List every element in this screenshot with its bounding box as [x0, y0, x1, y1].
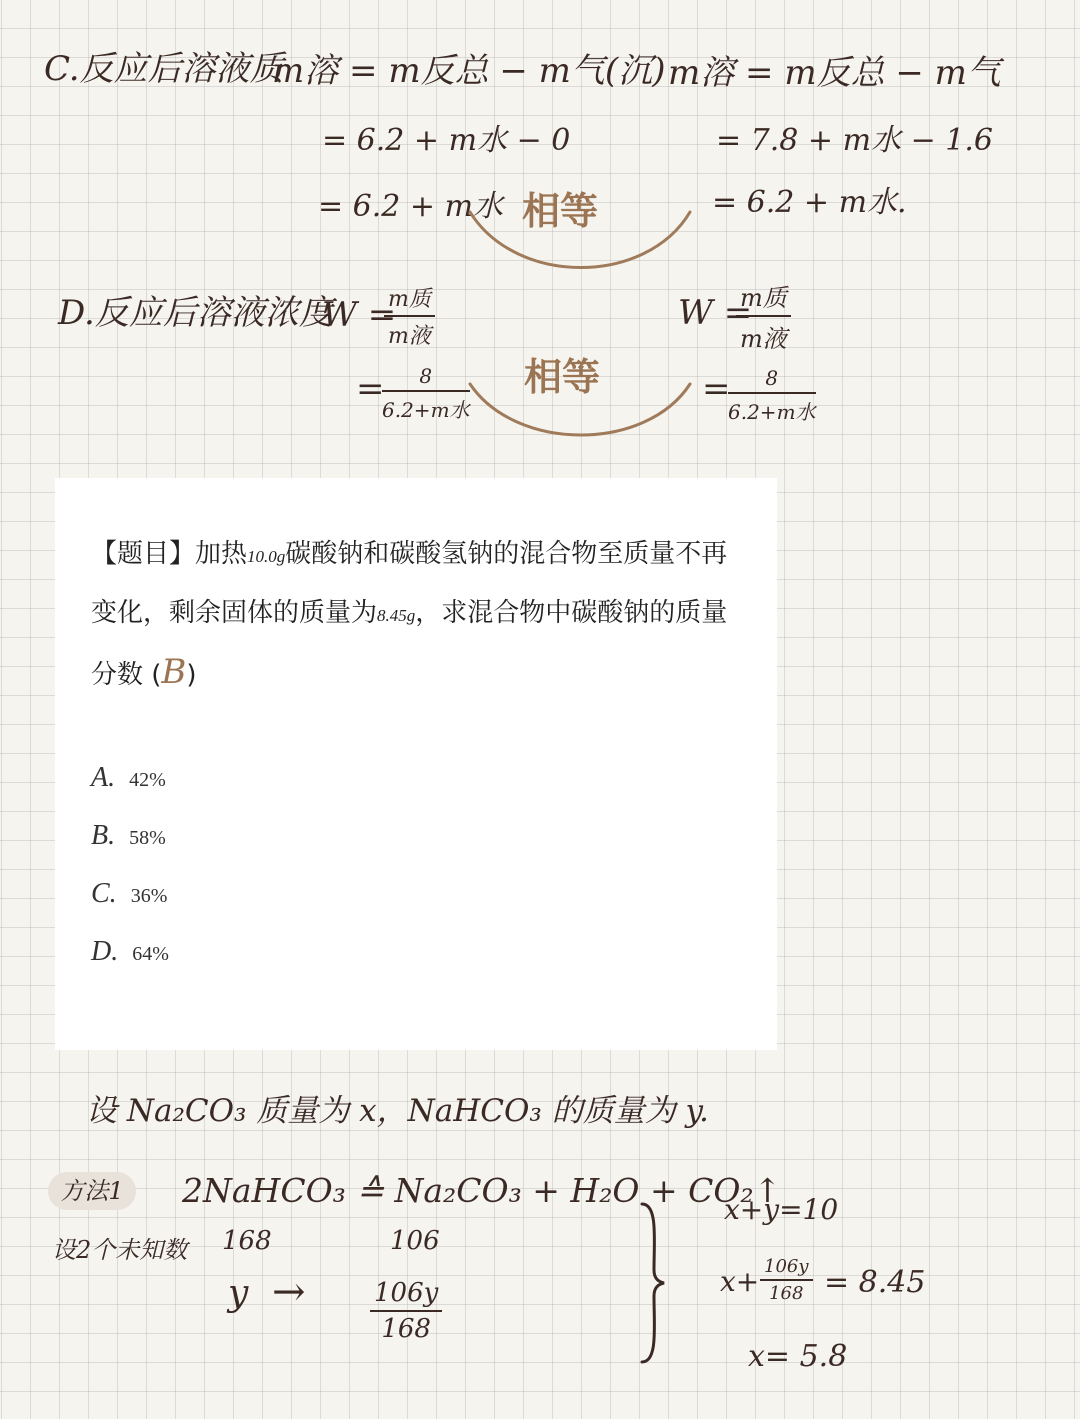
fraction-denominator: 168 [381, 1314, 431, 1344]
note-d-left-fraction [384, 282, 435, 350]
reaction-equation: 2NaHCO₃ ≙ Na₂CO₃ + H₂O + CO₂↑ [182, 1171, 782, 1210]
note-c-right-line2: = 7.8 + m水 − 1.6 [716, 123, 993, 158]
equal-curve-2 [466, 378, 696, 444]
option-b[interactable] [91, 820, 166, 852]
fraction-denominator: 168 [769, 1283, 804, 1304]
note-d-right-w: W = [678, 293, 753, 333]
handwritten-answer: B [161, 652, 187, 692]
system-eq-2-fraction [760, 1256, 813, 1304]
fraction-numerator: 8 [382, 364, 470, 392]
fraction-denominator: m液 [388, 324, 431, 349]
note-c-left-line3: = 6.2 + m水 [318, 189, 504, 224]
option-letter: A. [91, 762, 116, 793]
question-suffix: ) [186, 660, 197, 690]
system-eq-1: x+y=10 [724, 1193, 839, 1226]
molar-mass-106: 106 [390, 1226, 440, 1256]
note-c-left-line1: m溶 = m反总 − m气(沉) [272, 51, 666, 91]
option-value: 58% [129, 827, 166, 849]
option-value: 36% [130, 885, 168, 907]
right-brace-icon [636, 1200, 668, 1366]
note-d-label: D.反应后溶液浓度 [58, 293, 333, 333]
note-d-right-fraction2 [728, 366, 816, 425]
question-card [55, 478, 777, 1050]
note-d-left-w: W = [322, 295, 397, 335]
fraction-denominator: m液 [740, 325, 787, 353]
note-d-right-fraction [736, 278, 791, 354]
fraction-numerator: 106y [760, 1256, 813, 1281]
option-letter: D. [91, 936, 119, 967]
fraction-numerator: m质 [736, 278, 791, 317]
fraction-numerator: 8 [728, 366, 816, 394]
fraction-numerator: 106y [370, 1278, 442, 1312]
option-letter: C. [91, 878, 117, 909]
note-assume: 设 Na₂CO₃ 质量为 x，NaHCO₃ 的质量为 y. [86, 1093, 709, 1129]
question-prefix: 【题目】加热 [91, 539, 248, 569]
note-c-label: C.反应后溶液质 [44, 49, 284, 89]
question-mass-total: 10.0g [247, 547, 286, 566]
question-part2: 碳酸钠和碳酸氢钠的混合物至质量不再变化，剩余固体的质量为 [91, 539, 728, 628]
method-badge: 方法1 [48, 1172, 136, 1210]
note-d-left-eq2: = [356, 369, 385, 409]
molar-mass-168: 168 [222, 1226, 272, 1256]
option-letter: B. [91, 820, 116, 851]
equal-mark-1: 相等 [522, 188, 599, 233]
note-c-left-line2: = 6.2 + m水 − 0 [322, 123, 571, 158]
equal-curve-1 [466, 206, 696, 278]
equal-mark-2: 相等 [524, 354, 601, 399]
option-value: 64% [132, 943, 169, 965]
fraction-denominator: 6.2+m水 [382, 398, 470, 422]
note-d-right-eq2: = [702, 369, 731, 409]
fraction-numerator: m质 [384, 282, 435, 317]
option-a[interactable] [91, 762, 166, 794]
option-value: 42% [129, 769, 166, 791]
proportion-fraction [370, 1278, 442, 1344]
note-d-left-fraction2 [382, 364, 470, 423]
solution-x: x= 5.8 [748, 1339, 848, 1374]
fraction-denominator: 6.2+m水 [728, 400, 816, 424]
note-c-right-line1: m溶 = m反总 − m气 [668, 53, 1001, 93]
system-eq-2-prefix: x+ [720, 1265, 760, 1298]
question-text [91, 526, 751, 704]
question-mass-residue: 8.45g [377, 606, 416, 625]
note-c-right-line3: = 6.2 + m水. [712, 185, 907, 220]
method-note: 设2个未知数 [52, 1236, 188, 1264]
option-d[interactable] [91, 936, 169, 968]
option-c[interactable] [91, 878, 167, 910]
arrow-icon: → [272, 1269, 306, 1315]
question-part3: ，求混合物中碳酸钠的质量分数 ( [91, 598, 728, 690]
unknown-y: y [228, 1273, 249, 1314]
system-eq-2-suffix: = 8.45 [824, 1265, 926, 1300]
